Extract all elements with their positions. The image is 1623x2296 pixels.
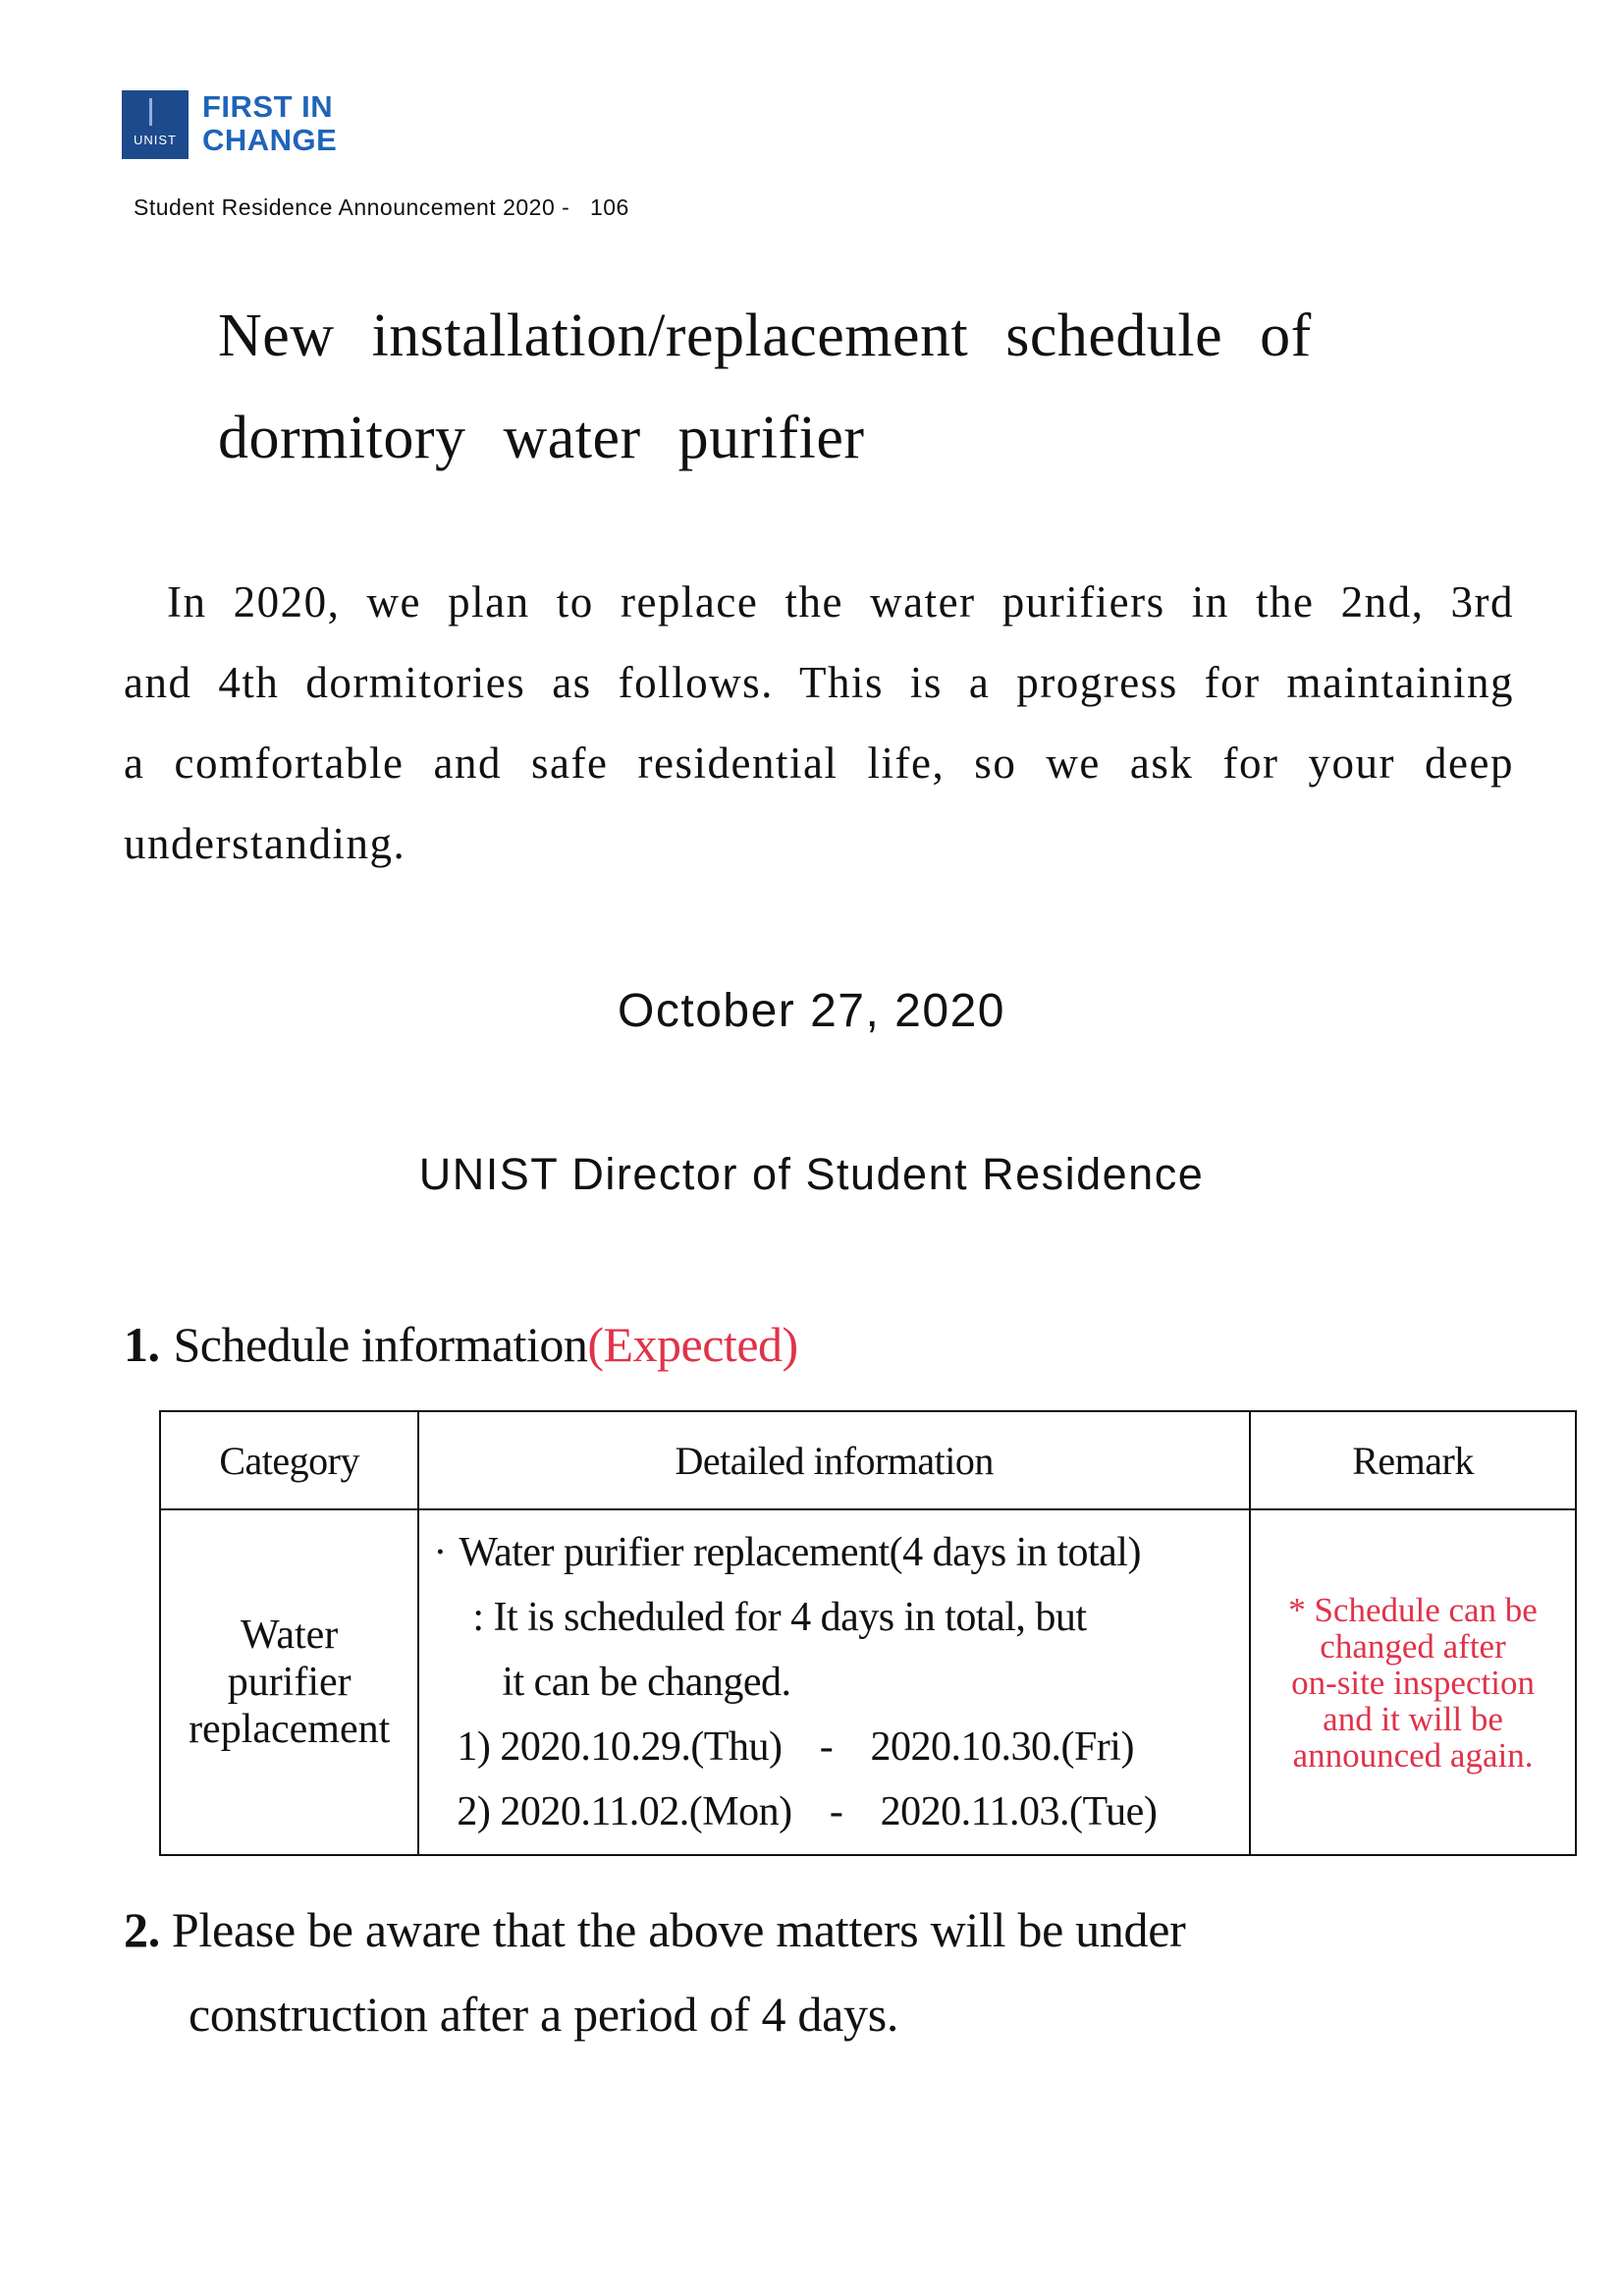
section-2-line2: construction after a period of 4 days.: [189, 1987, 899, 2042]
section-2-line1: [124, 1887, 1449, 1972]
header-remark: Remark: [1250, 1411, 1576, 1509]
remark-line5: announced again.: [1292, 1735, 1534, 1775]
remark-line3: on-site inspection: [1291, 1663, 1535, 1702]
title-line1: New installation/replacement schedule of: [218, 302, 1312, 369]
detail-title: [433, 1520, 1241, 1585]
intro-paragraph: In 2020, we plan to replace the water purifiers in the 2nd, 3rd and 4th dormitories as follows. This is a progress for maintaining a comfortable and safe residential life, so we ask for your deep understanding.: [124, 577, 1514, 868]
remark-line1: * Schedule can be: [1288, 1590, 1538, 1629]
detail-note-1: : It is scheduled for 4 days in total, but: [472, 1595, 1087, 1640]
detail-cell: [418, 1509, 1250, 1855]
unist-logo-mark: [122, 90, 189, 159]
logo-slogan: [202, 90, 337, 157]
section-1-expected: (Expected): [587, 1317, 798, 1372]
category-line2: purifier: [227, 1660, 352, 1705]
period-1-dash: -: [819, 1724, 834, 1770]
section-2-number: 2.: [124, 1902, 160, 1957]
logo-slogan-line2: CHANGE: [202, 123, 338, 157]
announcement-date: October 27, 2020: [618, 985, 1005, 1037]
detail-title-text: Water purifier replacement(4 days in total): [459, 1530, 1141, 1575]
period-2: [433, 1779, 1241, 1844]
document-title: [218, 285, 1514, 489]
announcement-reference: Student Residence Announcement 2020 - 106: [134, 194, 629, 220]
header-category: Category: [160, 1411, 418, 1509]
period-2-end: 2020.11.03.(Tue): [880, 1789, 1158, 1834]
period-1-end: 2020.10.30.(Fri): [870, 1724, 1134, 1770]
title-line2: dormitory water purifier: [218, 405, 865, 471]
issuer: UNIST Director of Student Residence: [418, 1149, 1205, 1199]
detail-note-2: it can be changed.: [502, 1660, 791, 1705]
remark-cell: [1250, 1509, 1576, 1855]
table-row: [160, 1509, 1576, 1855]
category-cell: [160, 1509, 418, 1855]
schedule-table: [159, 1410, 1577, 1856]
header-detail: Detailed information: [418, 1411, 1250, 1509]
remark-line4: and it will be: [1323, 1699, 1503, 1738]
unist-logo: [122, 90, 337, 159]
period-1: [433, 1715, 1241, 1779]
logo-slogan-line1: FIRST IN: [202, 89, 334, 124]
remark-line2: changed after: [1320, 1626, 1506, 1666]
section-2-text1: Please be aware that the above matters will be under: [171, 1902, 1186, 1957]
table-header-row: [160, 1411, 1576, 1509]
logo-mark-text: UNIST: [134, 133, 177, 147]
period-1-start: 1) 2020.10.29.(Thu): [457, 1724, 783, 1770]
section-2: [124, 1887, 1449, 2056]
period-2-dash: -: [829, 1789, 843, 1834]
category-line3: replacement: [189, 1707, 391, 1752]
section-1-heading: [124, 1316, 798, 1373]
section-1-label: Schedule information: [173, 1317, 588, 1372]
category-line1: Water: [241, 1613, 339, 1658]
section-1-number: 1.: [124, 1317, 160, 1372]
logo-bar-icon: [149, 98, 152, 126]
bullet-icon: ·: [433, 1530, 447, 1575]
period-2-start: 2) 2020.11.02.(Mon): [457, 1789, 792, 1834]
